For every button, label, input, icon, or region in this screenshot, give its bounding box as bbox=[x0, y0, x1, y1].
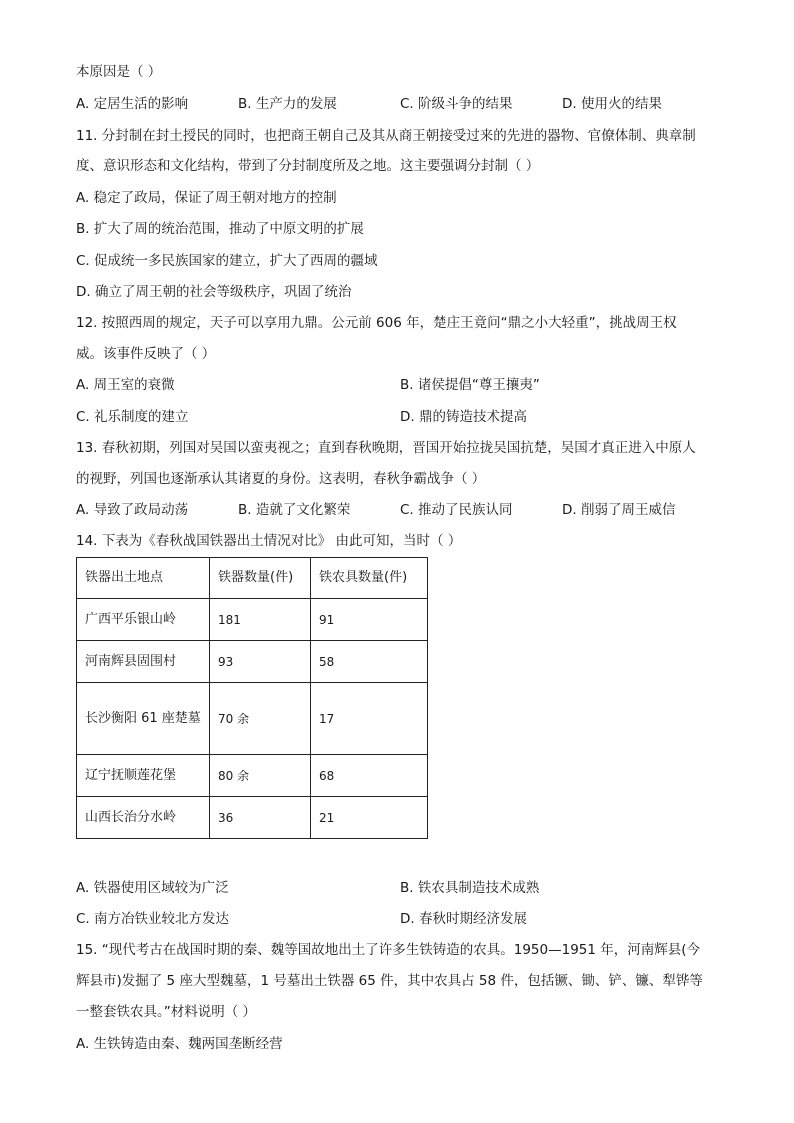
q14-option-c[interactable]: C. 南方冶铁业较北方发达 bbox=[76, 911, 230, 927]
q15-option-a[interactable]: A. 生铁铸造由秦、魏两国垄断经营 bbox=[76, 1036, 283, 1052]
table-cell: 辽宁抚顺莲花堡 bbox=[77, 755, 210, 797]
table-cell: 181 bbox=[210, 599, 311, 641]
table-row bbox=[77, 797, 428, 839]
table-header-cell: 铁器出土地点 bbox=[77, 558, 210, 599]
q12-stem-line2: 威。该事件反映了（ ） bbox=[76, 346, 216, 362]
q12-stem-line1: 12. 按照西周的规定，天子可以享用九鼎。公元前 606 年，楚庄王竟问“鼎之小大轻重”，挑战周王权 bbox=[76, 315, 677, 331]
table-cell: 70 余 bbox=[210, 683, 311, 755]
q12-option-a[interactable]: A. 周王室的衰微 bbox=[76, 377, 175, 393]
q13-option-c[interactable]: C. 推动了民族认同 bbox=[400, 502, 513, 518]
q14-option-d[interactable]: D. 春秋时期经济发展 bbox=[400, 911, 527, 927]
q13-stem-line2: 的视野，列国也逐渐承认其诸夏的身份。这表明，春秋争霸战争（ ） bbox=[76, 471, 486, 487]
q11-stem-line1: 11. 分封制在封土授民的同时，也把商王朝自己及其从商王朝接受过来的先进的器物、官僚体制、典章制 bbox=[76, 128, 696, 144]
table-header-cell: 铁器数量(件) bbox=[210, 558, 311, 599]
table-cell: 河南辉县固围村 bbox=[77, 641, 210, 683]
table-header-row bbox=[77, 558, 428, 599]
q12-option-b[interactable]: B. 诸侯提倡“尊王攘夷” bbox=[400, 377, 540, 393]
q13-option-a[interactable]: A. 导致了政局动荡 bbox=[76, 502, 189, 518]
q13-option-b[interactable]: B. 造就了文化繁荣 bbox=[238, 502, 351, 518]
q10-option-b[interactable]: B. 生产力的发展 bbox=[238, 96, 337, 112]
q11-option-b[interactable]: B. 扩大了周的统治范围，推动了中原文明的扩展 bbox=[76, 221, 364, 237]
table-cell: 80 余 bbox=[210, 755, 311, 797]
table-cell: 93 bbox=[210, 641, 311, 683]
table-header-cell: 铁农具数量(件) bbox=[311, 558, 428, 599]
q11-option-a[interactable]: A. 稳定了政局，保证了周王朝对地方的控制 bbox=[76, 190, 337, 206]
iron-artifacts-table bbox=[76, 557, 428, 839]
table-row bbox=[77, 641, 428, 683]
table-cell: 广西平乐银山岭 bbox=[77, 599, 210, 641]
table-row bbox=[77, 599, 428, 641]
table-cell: 36 bbox=[210, 797, 311, 839]
table-cell: 91 bbox=[311, 599, 428, 641]
q10-option-c[interactable]: C. 阶级斗争的结果 bbox=[400, 96, 513, 112]
table-cell: 58 bbox=[311, 641, 428, 683]
q10-option-d[interactable]: D. 使用火的结果 bbox=[562, 96, 662, 112]
table-cell: 山西长治分水岭 bbox=[77, 797, 210, 839]
q13-option-d[interactable]: D. 削弱了周王威信 bbox=[562, 502, 676, 518]
q14-option-a[interactable]: A. 铁器使用区域较为广泛 bbox=[76, 880, 229, 896]
q14-option-b[interactable]: B. 铁农具制造技术成熟 bbox=[400, 880, 540, 896]
q15-stem-line1: 15. “现代考古在战国时期的秦、魏等国故地出土了许多生铁铸造的农具。1950—1951 年，河南辉县(今 bbox=[76, 942, 701, 958]
q11-option-d[interactable]: D. 确立了周王朝的社会等级秩序，巩固了统治 bbox=[76, 284, 352, 300]
q15-stem-line2: 辉县市)发掘了 5 座大型魏墓，1 号墓出土铁器 65 件，其中农具占 58 件，包括镢、锄、铲、镰、犁铧等 bbox=[76, 973, 703, 989]
table-cell: 68 bbox=[311, 755, 428, 797]
q10-option-a[interactable]: A. 定居生活的影响 bbox=[76, 96, 189, 112]
q11-stem-line2: 度、意识形态和文化结构，带到了分封制度所及之地。这主要强调分封制（ ） bbox=[76, 158, 540, 174]
q10-stem-tail: 本原因是（ ） bbox=[76, 64, 162, 80]
table-row bbox=[77, 683, 428, 755]
table-cell: 长沙衡阳 61 座楚墓 bbox=[77, 683, 210, 755]
q12-option-d[interactable]: D. 鼎的铸造技术提高 bbox=[400, 409, 527, 425]
q14-stem: 14. 下表为《春秋战国铁器出土情况对比》 由此可知，当时（ ） bbox=[76, 533, 462, 549]
q12-option-c[interactable]: C. 礼乐制度的建立 bbox=[76, 409, 189, 425]
q13-stem-line1: 13. 春秋初期，列国对吴国以蛮夷视之；直到春秋晚期，晋国开始拉拢吴国抗楚，吴国才真正进入中原人 bbox=[76, 440, 696, 456]
table-cell: 17 bbox=[311, 683, 428, 755]
q15-stem-line3: 一整套铁农具。”材料说明（ ） bbox=[76, 1004, 257, 1020]
q11-option-c[interactable]: C. 促成统一多民族国家的建立，扩大了西周的疆域 bbox=[76, 253, 378, 269]
table-cell: 21 bbox=[311, 797, 428, 839]
table-row bbox=[77, 755, 428, 797]
